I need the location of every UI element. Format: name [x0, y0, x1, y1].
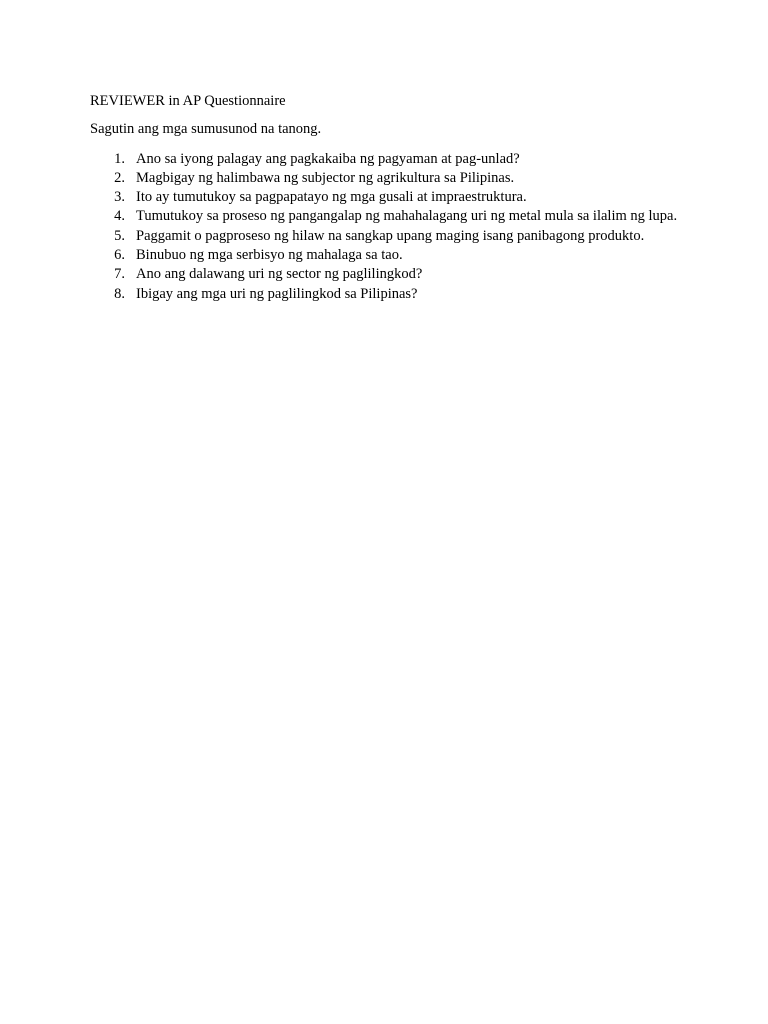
instruction-text: Sagutin ang mga sumusunod na tanong. — [90, 121, 322, 138]
question-text: Paggamit o pagproseso ng hilaw na sangkap upang maging isang panibagong produkto. — [136, 227, 645, 244]
question-text: Ano ang dalawang uri ng sector ng paglilingkod? — [136, 266, 423, 283]
document-title: REVIEWER in AP Questionnaire — [90, 93, 286, 109]
question-number: 8. — [114, 285, 125, 302]
question-number: 4. — [114, 208, 125, 225]
document-content — [90, 92, 680, 304]
list-item — [90, 246, 680, 265]
question-text: Ito ay tumutukoy sa pagpapatayo ng mga gusali at impraestruktura. — [136, 189, 527, 206]
question-number: 5. — [114, 227, 125, 244]
question-number: 3. — [114, 189, 125, 206]
question-text: Ano sa iyong palagay ang pagkakaiba ng pagyaman at pag-unlad? — [136, 150, 520, 167]
question-number: 1. — [114, 150, 125, 167]
question-text: Ibigay ang mga uri ng paglilingkod sa Pilipinas? — [136, 285, 418, 302]
list-item — [90, 150, 680, 169]
list-item — [90, 169, 680, 188]
question-text: Tumutukoy sa proseso ng pangangalap ng mahahalagang uri ng metal mula sa ilalim ng lupa. — [136, 208, 678, 225]
question-text: Binubuo ng mga serbisyo ng mahalaga sa tao. — [136, 247, 403, 264]
question-text: Magbigay ng halimbawa ng subjector ng agrikultura sa Pilipinas. — [136, 169, 515, 186]
question-number: 2. — [114, 169, 125, 186]
list-item — [90, 285, 680, 304]
list-item — [90, 207, 680, 226]
question-number: 6. — [114, 247, 125, 264]
list-item — [90, 265, 680, 284]
list-item — [90, 227, 680, 246]
question-list — [90, 150, 680, 304]
question-number: 7. — [114, 266, 125, 283]
list-item — [90, 188, 680, 207]
